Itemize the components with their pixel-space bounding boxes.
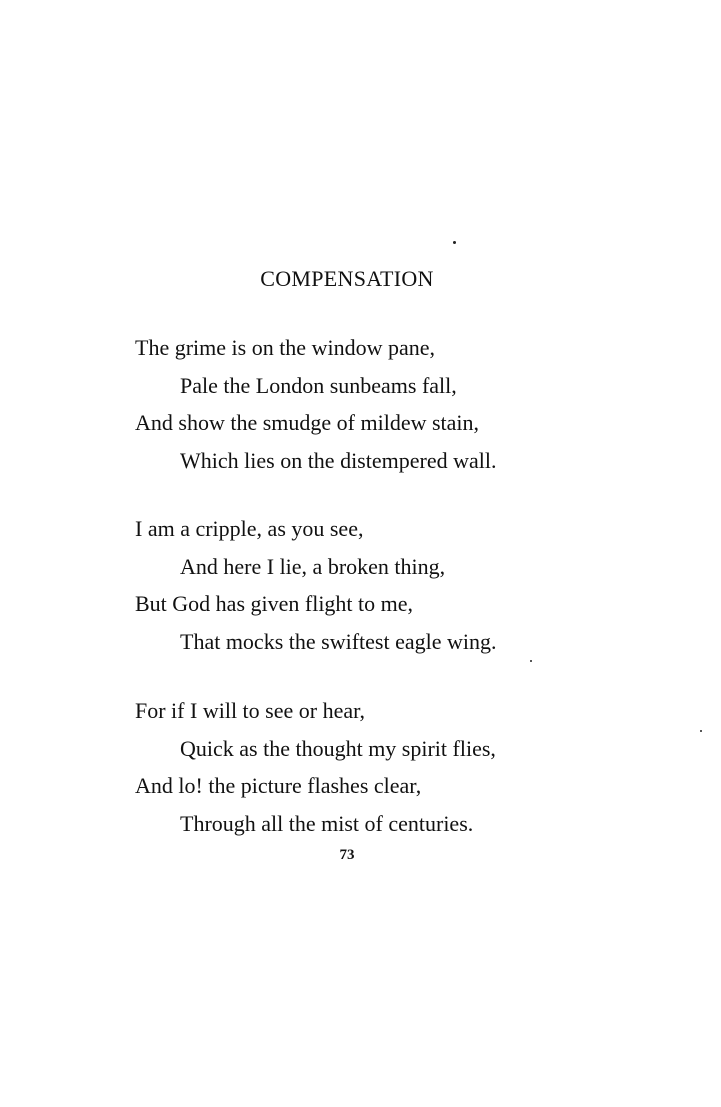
print-speck [453,241,456,244]
poem-line: And show the smudge of mildew stain, [135,410,480,435]
print-speck [530,660,532,662]
stanza [135,510,605,660]
poem-line: Which lies on the distempered wall. [180,447,497,473]
print-speck [700,730,702,732]
poem-line: And here I lie, a broken thing, [180,553,446,579]
stanza [135,329,605,479]
poem-line: Pale the London sunbeams fall, [180,372,457,398]
poem-line: I am a cripple, as you see, [135,516,364,541]
poem-line: That mocks the swiftest eagle wing. [180,628,497,654]
page-number: 73 [339,847,355,863]
poem-line: But God has given flight to me, [135,591,414,616]
poem-line: The grime is on the window pane, [135,335,435,360]
poem-title: COMPENSATION [260,266,434,291]
poem-line: Through all the mist of centuries. [180,810,474,836]
poem-line: For if I will to see or hear, [135,698,366,723]
poem-line: Quick as the thought my spirit flies, [180,735,496,761]
stanza [135,692,605,842]
poem-line: And lo! the picture flashes clear, [135,773,422,798]
